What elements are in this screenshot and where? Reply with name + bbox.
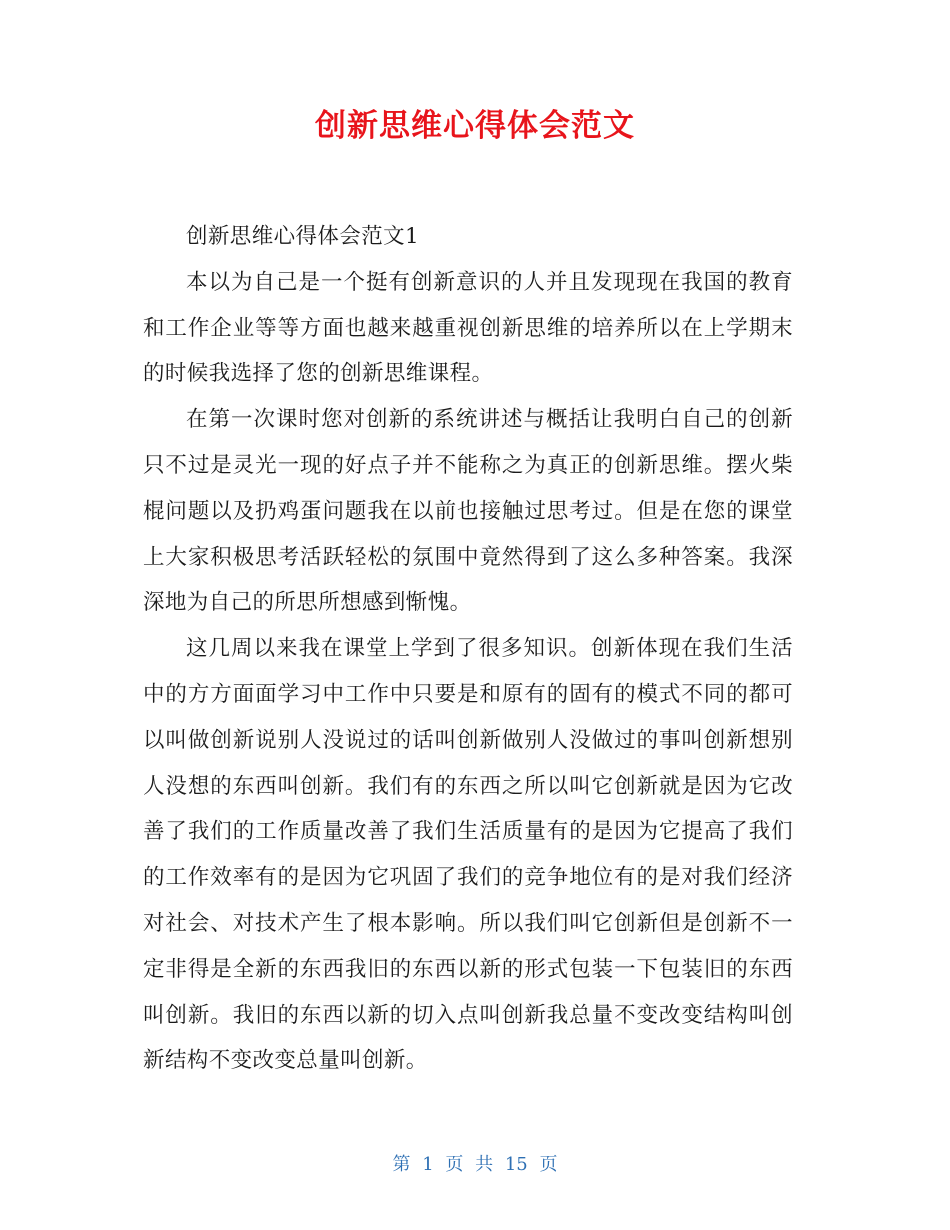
paragraph: 这几周以来我在课堂上学到了很多知识。创新体现在我们生活中的方方面面学习中工作中只要是和原有的固有的模式不同的都可以叫做创新说别人没说过的话叫创新做别人没做过的事叫创新想别人没想的东西叫创新。我们有的东西之所以叫它创新就是因为它改善了我们的工作质量改善了我们生活质量有的是因为它提高了我们的工作效率有的是因为它巩固了我们的竞争地位有的是对我们经济对社会、对技术产生了根本影响。所以我们叫它创新但是创新不一定非得是全新的东西我旧的东西以新的形式包装一下包装旧的东西叫创新。我旧的东西以新的切入点叫创新我总量不变改变结构叫创新结构不变改变总量叫创新。	[143, 636, 793, 1074]
paragraph: 在第一次课时您对创新的系统讲述与概括让我明白自己的创新只不过是灵光一现的好点子并不能称之为真正的创新思维。摆火柴棍问题以及扔鸡蛋问题我在以前也接触过思考过。但是在您的课堂上大家积极思考活跃轻松的氛围中竟然得到了这么多种答案。我深深地为自己的所思所想感到惭愧。	[143, 407, 793, 616]
page-number-footer: 第 1 页 共 15 页	[392, 1154, 558, 1175]
document-body	[143, 214, 793, 1084]
document-title: 创新思维心得体会范文	[315, 108, 635, 144]
paragraph: 本以为自己是一个挺有创新意识的人并且发现现在我国的教育和工作企业等等方面也越来越重视创新思维的培养所以在上学期末的时候我选择了您的创新思维课程。	[143, 269, 793, 387]
paragraph-subheading: 创新思维心得体会范文1	[186, 224, 420, 249]
